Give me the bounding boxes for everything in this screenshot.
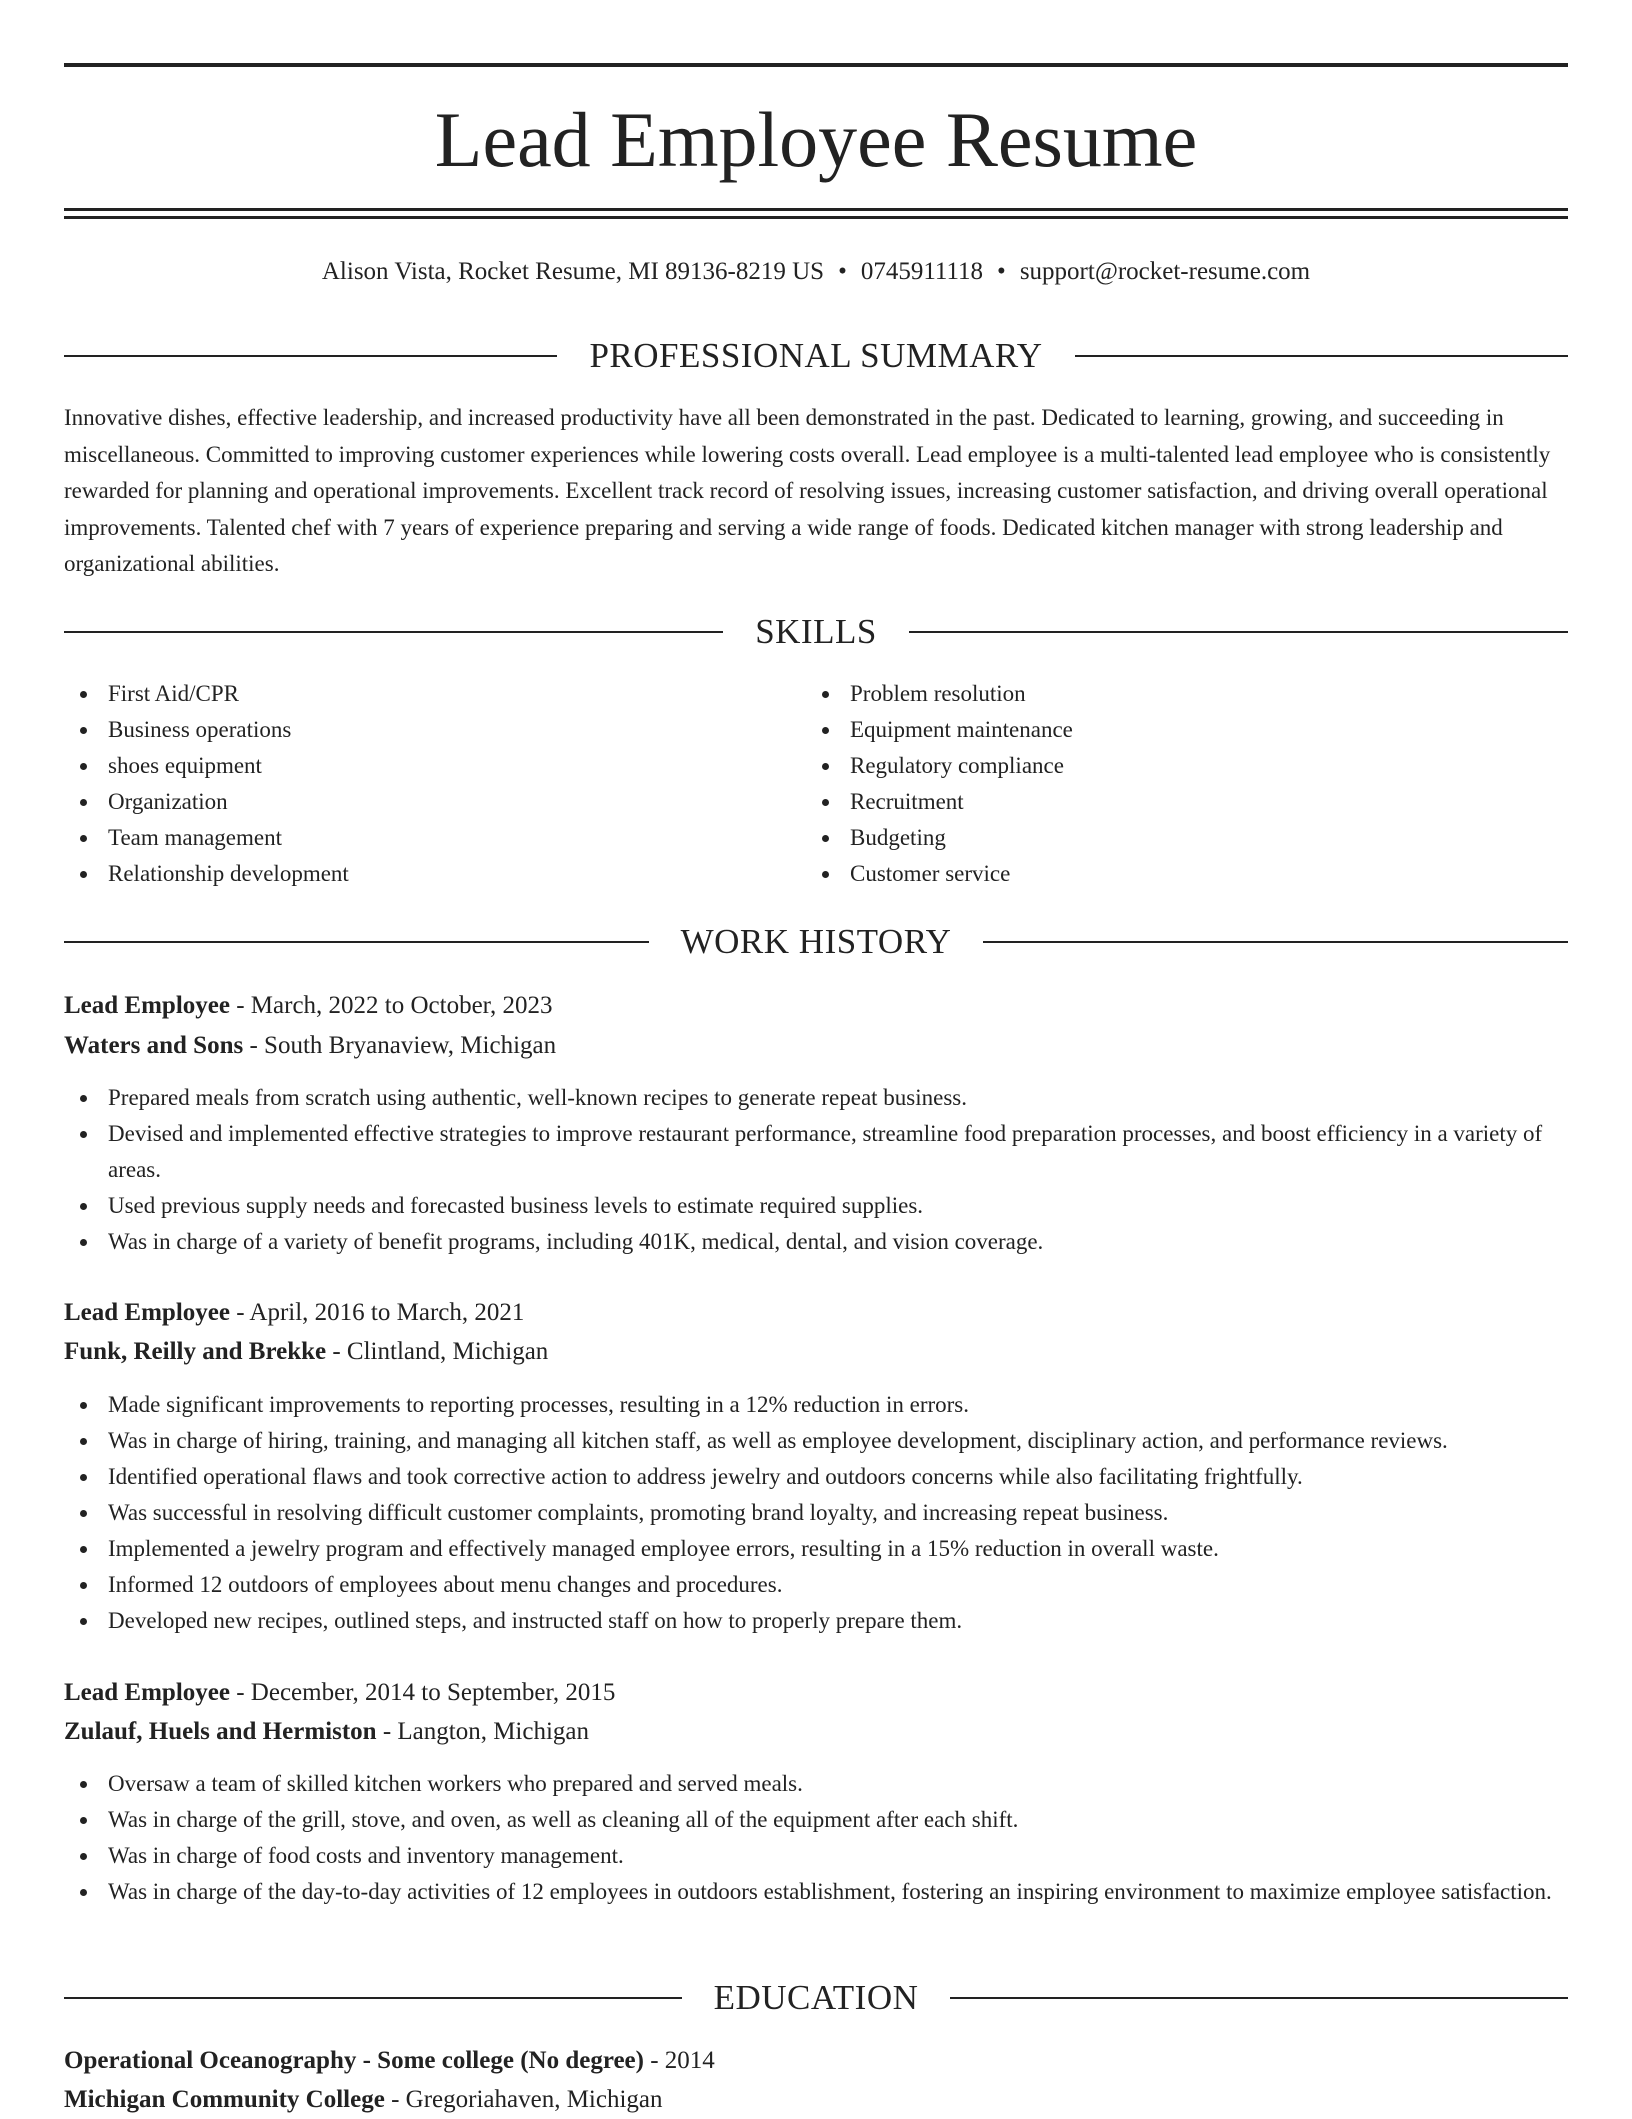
- job-company-line: [64, 1712, 1568, 1751]
- job-company-line: [64, 1332, 1568, 1371]
- section-header-skills: [64, 610, 1568, 654]
- title-rule-lower: [64, 216, 1568, 219]
- contact-address: Alison Vista, Rocket Resume, MI 89136-8219 US: [321, 258, 825, 285]
- job-bullet: Was in charge of the day-to-day activities of 12 employees in outdoors establishment, fostering an inspiring environment to maximize employee satisfaction.: [64, 1874, 1568, 1910]
- resume-title: Lead Employee Resume: [434, 96, 1198, 183]
- job-bullet: Was in charge of hiring, training, and managing all kitchen staff, as well as employee development, disciplinary action, and performance reviews.: [64, 1423, 1568, 1459]
- job-bullet: Was in charge of a variety of benefit programs, including 401K, medical, dental, and vision coverage.: [64, 1224, 1568, 1260]
- job-role: Lead Employee: [64, 1299, 230, 1326]
- skill-item: Business operations: [64, 712, 764, 748]
- job-company: Funk, Reilly and Brekke: [64, 1338, 327, 1365]
- job-bullet: Was in charge of the grill, stove, and oven, as well as cleaning all of the equipment after each shift.: [64, 1802, 1568, 1838]
- section-header-work: [64, 920, 1568, 964]
- top-rule: [64, 63, 1568, 67]
- job-role: Lead Employee: [64, 1679, 230, 1706]
- job-company: Zulauf, Huels and Hermiston: [64, 1718, 377, 1745]
- education-degree-line: [64, 2041, 1568, 2080]
- education-degree: Operational Oceanography - Some college (No degree): [64, 2047, 644, 2074]
- skill-item: Organization: [64, 784, 764, 820]
- skill-item: Relationship development: [64, 856, 764, 892]
- job-bullet: Developed new recipes, outlined steps, and instructed staff on how to properly prepare them.: [64, 1603, 1568, 1639]
- job-title-line: [64, 1673, 1568, 1712]
- skill-item: Customer service: [806, 856, 1506, 892]
- job-dates: - March, 2022 to October, 2023: [229, 992, 553, 1019]
- job-bullet: Devised and implemented effective strategies to improve restaurant performance, streamline food preparation processes, and boost efficiency in a variety of areas.: [64, 1116, 1568, 1188]
- job-location: - South Bryanaview, Michigan: [243, 1032, 557, 1059]
- skill-item: First Aid/CPR: [64, 676, 764, 712]
- education-school-line: [64, 2080, 1568, 2119]
- job-bullet: Used previous supply needs and forecasted business levels to estimate required supplies.: [64, 1188, 1568, 1224]
- education-year: - 2014: [643, 2047, 715, 2074]
- job-bullet: Informed 12 outdoors of employees about menu changes and procedures.: [64, 1567, 1568, 1603]
- skills-list-right: [806, 676, 1506, 892]
- job-bullets: [64, 1080, 1568, 1260]
- job-location: - Langton, Michigan: [376, 1718, 590, 1745]
- contact-line: [64, 254, 1568, 290]
- summary-text: Innovative dishes, effective leadership, and increased productivity have all been demonstrated in the past. Dedicated to learning, growing, and succeeding in miscellaneous. Committed to improving customer experiences while lowering costs overall. Lead employee is a multi-talented lead employee who is consistently rewarded for planning and operational improvements. Excellent track record of resolving issues, increasing customer satisfaction, and driving overall operational improvements. Talented chef with 7 years of experience preparing and serving a wide range of foods. Dedicated kitchen manager with strong leadership and organizational abilities.: [64, 405, 1551, 576]
- job-dates: - December, 2014 to September, 2015: [229, 1679, 616, 1706]
- job-bullets: [64, 1766, 1568, 1910]
- contact-separator: •: [997, 258, 1006, 285]
- section-title-education: EDUCATION: [713, 1978, 919, 2017]
- section-header-summary: [64, 334, 1568, 378]
- job-bullet: Implemented a jewelry program and effectively managed employee errors, resulting in a 15% reduction in overall waste.: [64, 1531, 1568, 1567]
- skill-item: Team management: [64, 820, 764, 856]
- section-title-work: WORK HISTORY: [680, 922, 952, 961]
- skill-item: shoes equipment: [64, 748, 764, 784]
- job-bullet: Oversaw a team of skilled kitchen workers who prepared and served meals.: [64, 1766, 1568, 1802]
- education-location: - Gregoriahaven, Michigan: [384, 2086, 663, 2113]
- job-bullet: Was successful in resolving difficult customer complaints, promoting brand loyalty, and increasing repeat business.: [64, 1495, 1568, 1531]
- job-company: Waters and Sons: [64, 1032, 244, 1059]
- section-header-education: [64, 1976, 1568, 2020]
- section-rule-right: [909, 631, 1568, 633]
- section-rule-left: [64, 941, 649, 943]
- title-rule-upper: [64, 208, 1568, 211]
- job-bullet: Prepared meals from scratch using authentic, well-known recipes to generate repeat business.: [64, 1080, 1568, 1116]
- section-rule-right: [950, 1997, 1568, 1999]
- job-bullets: [64, 1387, 1568, 1639]
- section-rule-left: [64, 355, 557, 357]
- section-rule-left: [64, 631, 723, 633]
- skill-item: Equipment maintenance: [806, 712, 1506, 748]
- section-rule-right: [983, 941, 1568, 943]
- contact-phone: 0745911118: [860, 258, 984, 285]
- education-school: Michigan Community College: [64, 2086, 385, 2113]
- skill-item: Problem resolution: [806, 676, 1506, 712]
- section-rule-left: [64, 1997, 682, 1999]
- job-bullet: Was in charge of food costs and inventory management.: [64, 1838, 1568, 1874]
- job-title-line: [64, 986, 1568, 1025]
- contact-separator: •: [838, 258, 847, 285]
- section-title-summary: PROFESSIONAL SUMMARY: [589, 336, 1043, 375]
- section-title-skills: SKILLS: [755, 612, 877, 651]
- job-role: Lead Employee: [64, 992, 230, 1019]
- job-company-line: [64, 1026, 1568, 1065]
- skill-item: Budgeting: [806, 820, 1506, 856]
- job-dates: - April, 2016 to March, 2021: [229, 1299, 525, 1326]
- job-location: - Clintland, Michigan: [326, 1338, 549, 1365]
- job-title-line: [64, 1293, 1568, 1332]
- contact-email: support@rocket-resume.com: [1019, 258, 1311, 285]
- skills-list-left: [64, 676, 764, 892]
- section-rule-right: [1075, 355, 1568, 357]
- skill-item: Recruitment: [806, 784, 1506, 820]
- skill-item: Regulatory compliance: [806, 748, 1506, 784]
- job-bullet: Identified operational flaws and took corrective action to address jewelry and outdoors concerns while also facilitating frightfully.: [64, 1459, 1568, 1495]
- job-bullet: Made significant improvements to reporting processes, resulting in a 12% reduction in errors.: [64, 1387, 1568, 1423]
